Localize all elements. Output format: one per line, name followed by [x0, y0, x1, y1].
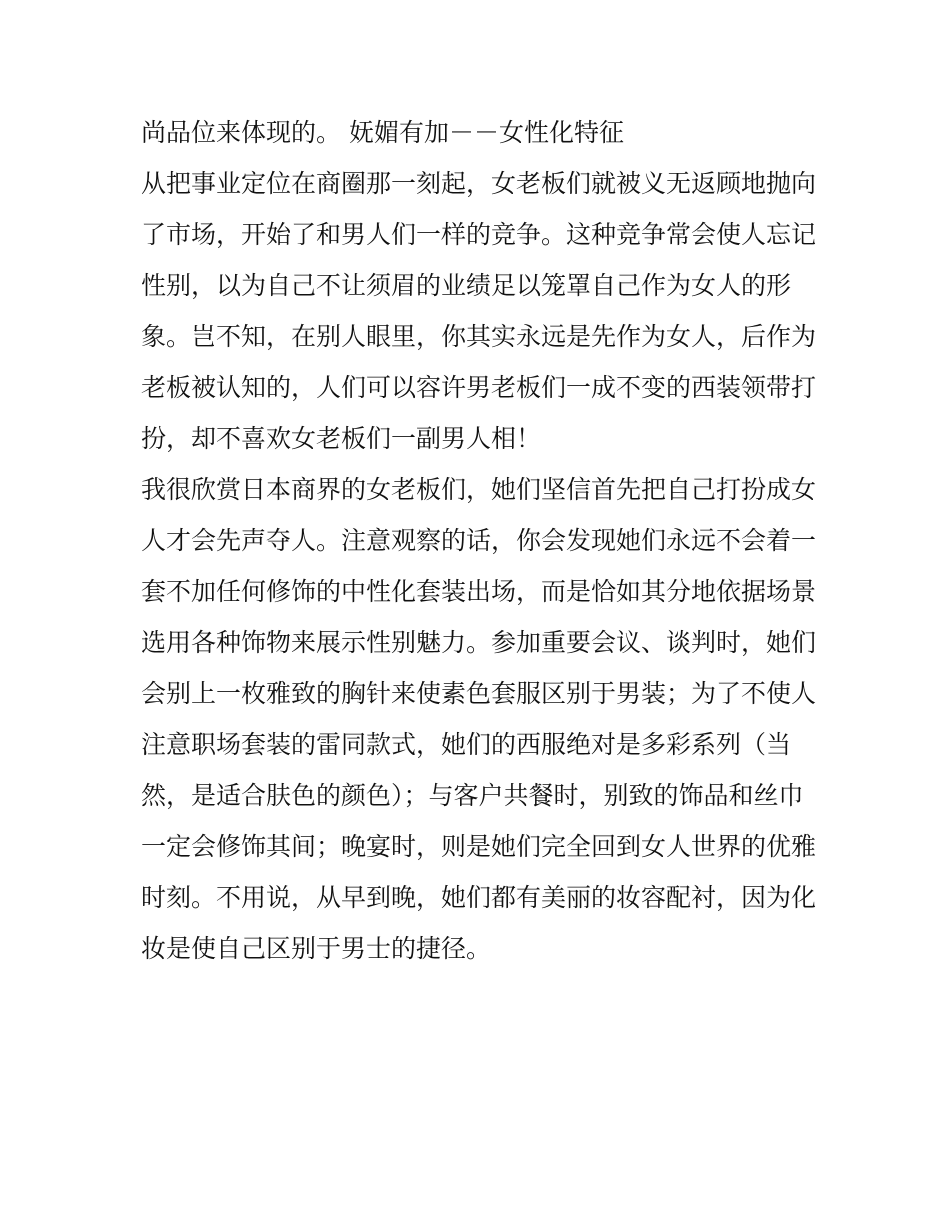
text-line: 套不加任何修饰的中性化套装出场，而是恰如其分地依据场景	[141, 577, 817, 606]
text-line: 象。岂不知，在别人眼里，你其实永远是先作为女人，后作为	[141, 322, 817, 351]
text-line: 了市场，开始了和男人们一样的竞争。这种竞争常会使人忘记	[141, 220, 817, 249]
text-line: 扮，却不喜欢女老板们一副男人相！	[141, 424, 542, 453]
text-line: 性别，以为自己不让须眉的业绩足以笼罩自己作为女人的形	[141, 271, 792, 300]
text-line: 一定会修饰其间；晚宴时，则是她们完全回到女人世界的优雅	[141, 832, 817, 861]
text-line: 然，是适合肤色的颜色）；与客户共餐时，别致的饰品和丝巾	[141, 781, 804, 810]
text-line: 人才会先声夺人。注意观察的话，你会发现她们永远不会着一	[141, 526, 817, 555]
text-line: 会别上一枚雅致的胸针来使素色套服区别于男装；为了不使人	[141, 679, 817, 708]
text-line: 注意职场套装的雷同款式，她们的西服绝对是多彩系列（当	[141, 730, 792, 759]
text-line: 尚品位来体现的。 妩媚有加－－女性化特征	[141, 118, 624, 147]
text-line: 从把事业定位在商圈那一刻起，女老板们就被义无返顾地抛向	[141, 169, 817, 198]
body-text	[141, 107, 821, 974]
text-line: 我很欣赏日本商界的女老板们，她们坚信首先把自己打扮成女	[141, 475, 817, 504]
text-line: 时刻。不用说，从早到晚，她们都有美丽的妆容配衬，因为化	[141, 883, 817, 912]
text-line: 老板被认知的，人们可以容许男老板们一成不变的西装领带打	[141, 373, 817, 402]
text-line: 妆是使自己区别于男士的捷径。	[141, 934, 492, 963]
text-line: 选用各种饰物来展示性别魅力。参加重要会议、谈判时，她们	[141, 628, 817, 657]
